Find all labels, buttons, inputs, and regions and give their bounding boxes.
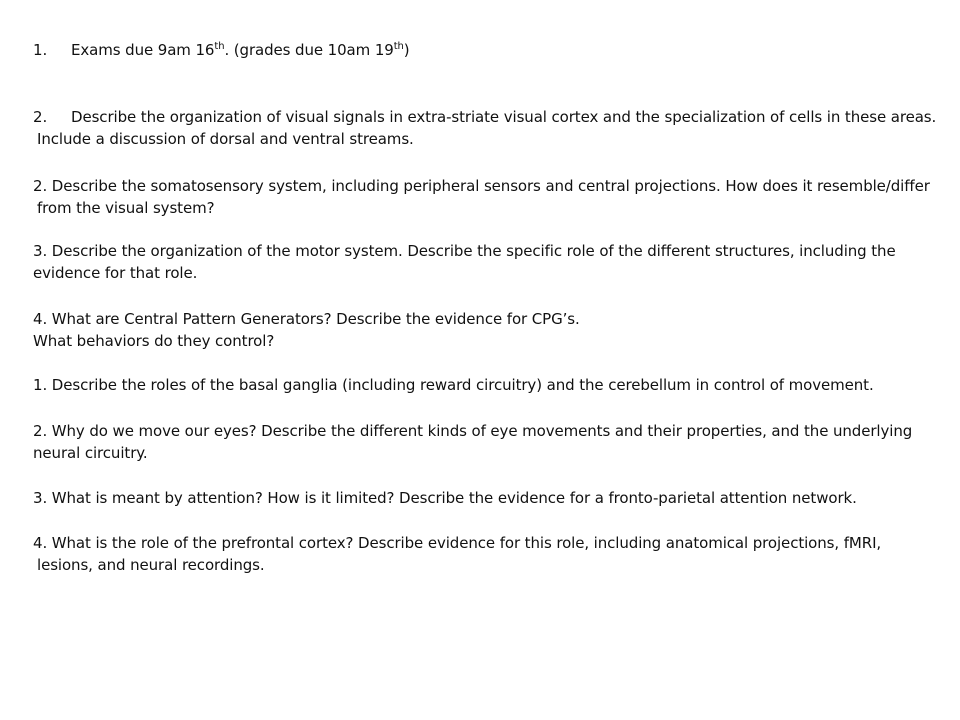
list-number: 2.	[33, 108, 48, 126]
question-basal-ganglia: 1. Describe the roles of the basal ganglia (including reward circuitry) and the cerebellum in control of movement.	[33, 376, 874, 394]
question-visual-cortex-line1	[33, 106, 936, 128]
closing-paren: )	[403, 41, 410, 59]
exam-dates-line	[33, 39, 410, 61]
question-attention: 3. What is meant by attention? How is it limited? Describe the evidence for a fronto-parietal attention network.	[33, 489, 857, 507]
question-prefrontal-line2: lesions, and neural recordings.	[37, 556, 265, 574]
question-cpg-line2: What behaviors do they control?	[33, 332, 275, 350]
question-cpg-line1: 4. What are Central Pattern Generators? Describe the evidence for CPG’s.	[33, 310, 580, 328]
question-somatosensory-line2: from the visual system?	[37, 199, 215, 217]
question-eye-movements-line1: 2. Why do we move our eyes? Describe the different kinds of eye movements and their properties, and the underlying	[33, 422, 913, 440]
question-prefrontal-line1: 4. What is the role of the prefrontal cortex? Describe evidence for this role, including anatomical projections, fMRI,	[33, 534, 882, 552]
ordinal-suffix: th	[393, 41, 404, 52]
ordinal-suffix: th	[214, 41, 225, 52]
grades-due-text: . (grades due 10am 19	[224, 41, 394, 59]
list-number: 1.	[33, 41, 48, 59]
question-text: Describe the organization of visual signals in extra-striate visual cortex and the specialization of cells in these areas.	[71, 108, 937, 126]
question-eye-movements-line2: neural circuitry.	[33, 444, 148, 462]
question-motor-line2: evidence for that role.	[33, 264, 198, 282]
question-motor-line1: 3. Describe the organization of the motor system. Describe the specific role of the different structures, including the	[33, 242, 896, 260]
question-visual-cortex-line2: Include a discussion of dorsal and ventral streams.	[37, 130, 414, 148]
question-somatosensory-line1: 2. Describe the somatosensory system, including peripheral sensors and central projections. How does it resemble/differ	[33, 177, 930, 195]
exam-due-text: Exams due 9am 16	[71, 41, 215, 59]
